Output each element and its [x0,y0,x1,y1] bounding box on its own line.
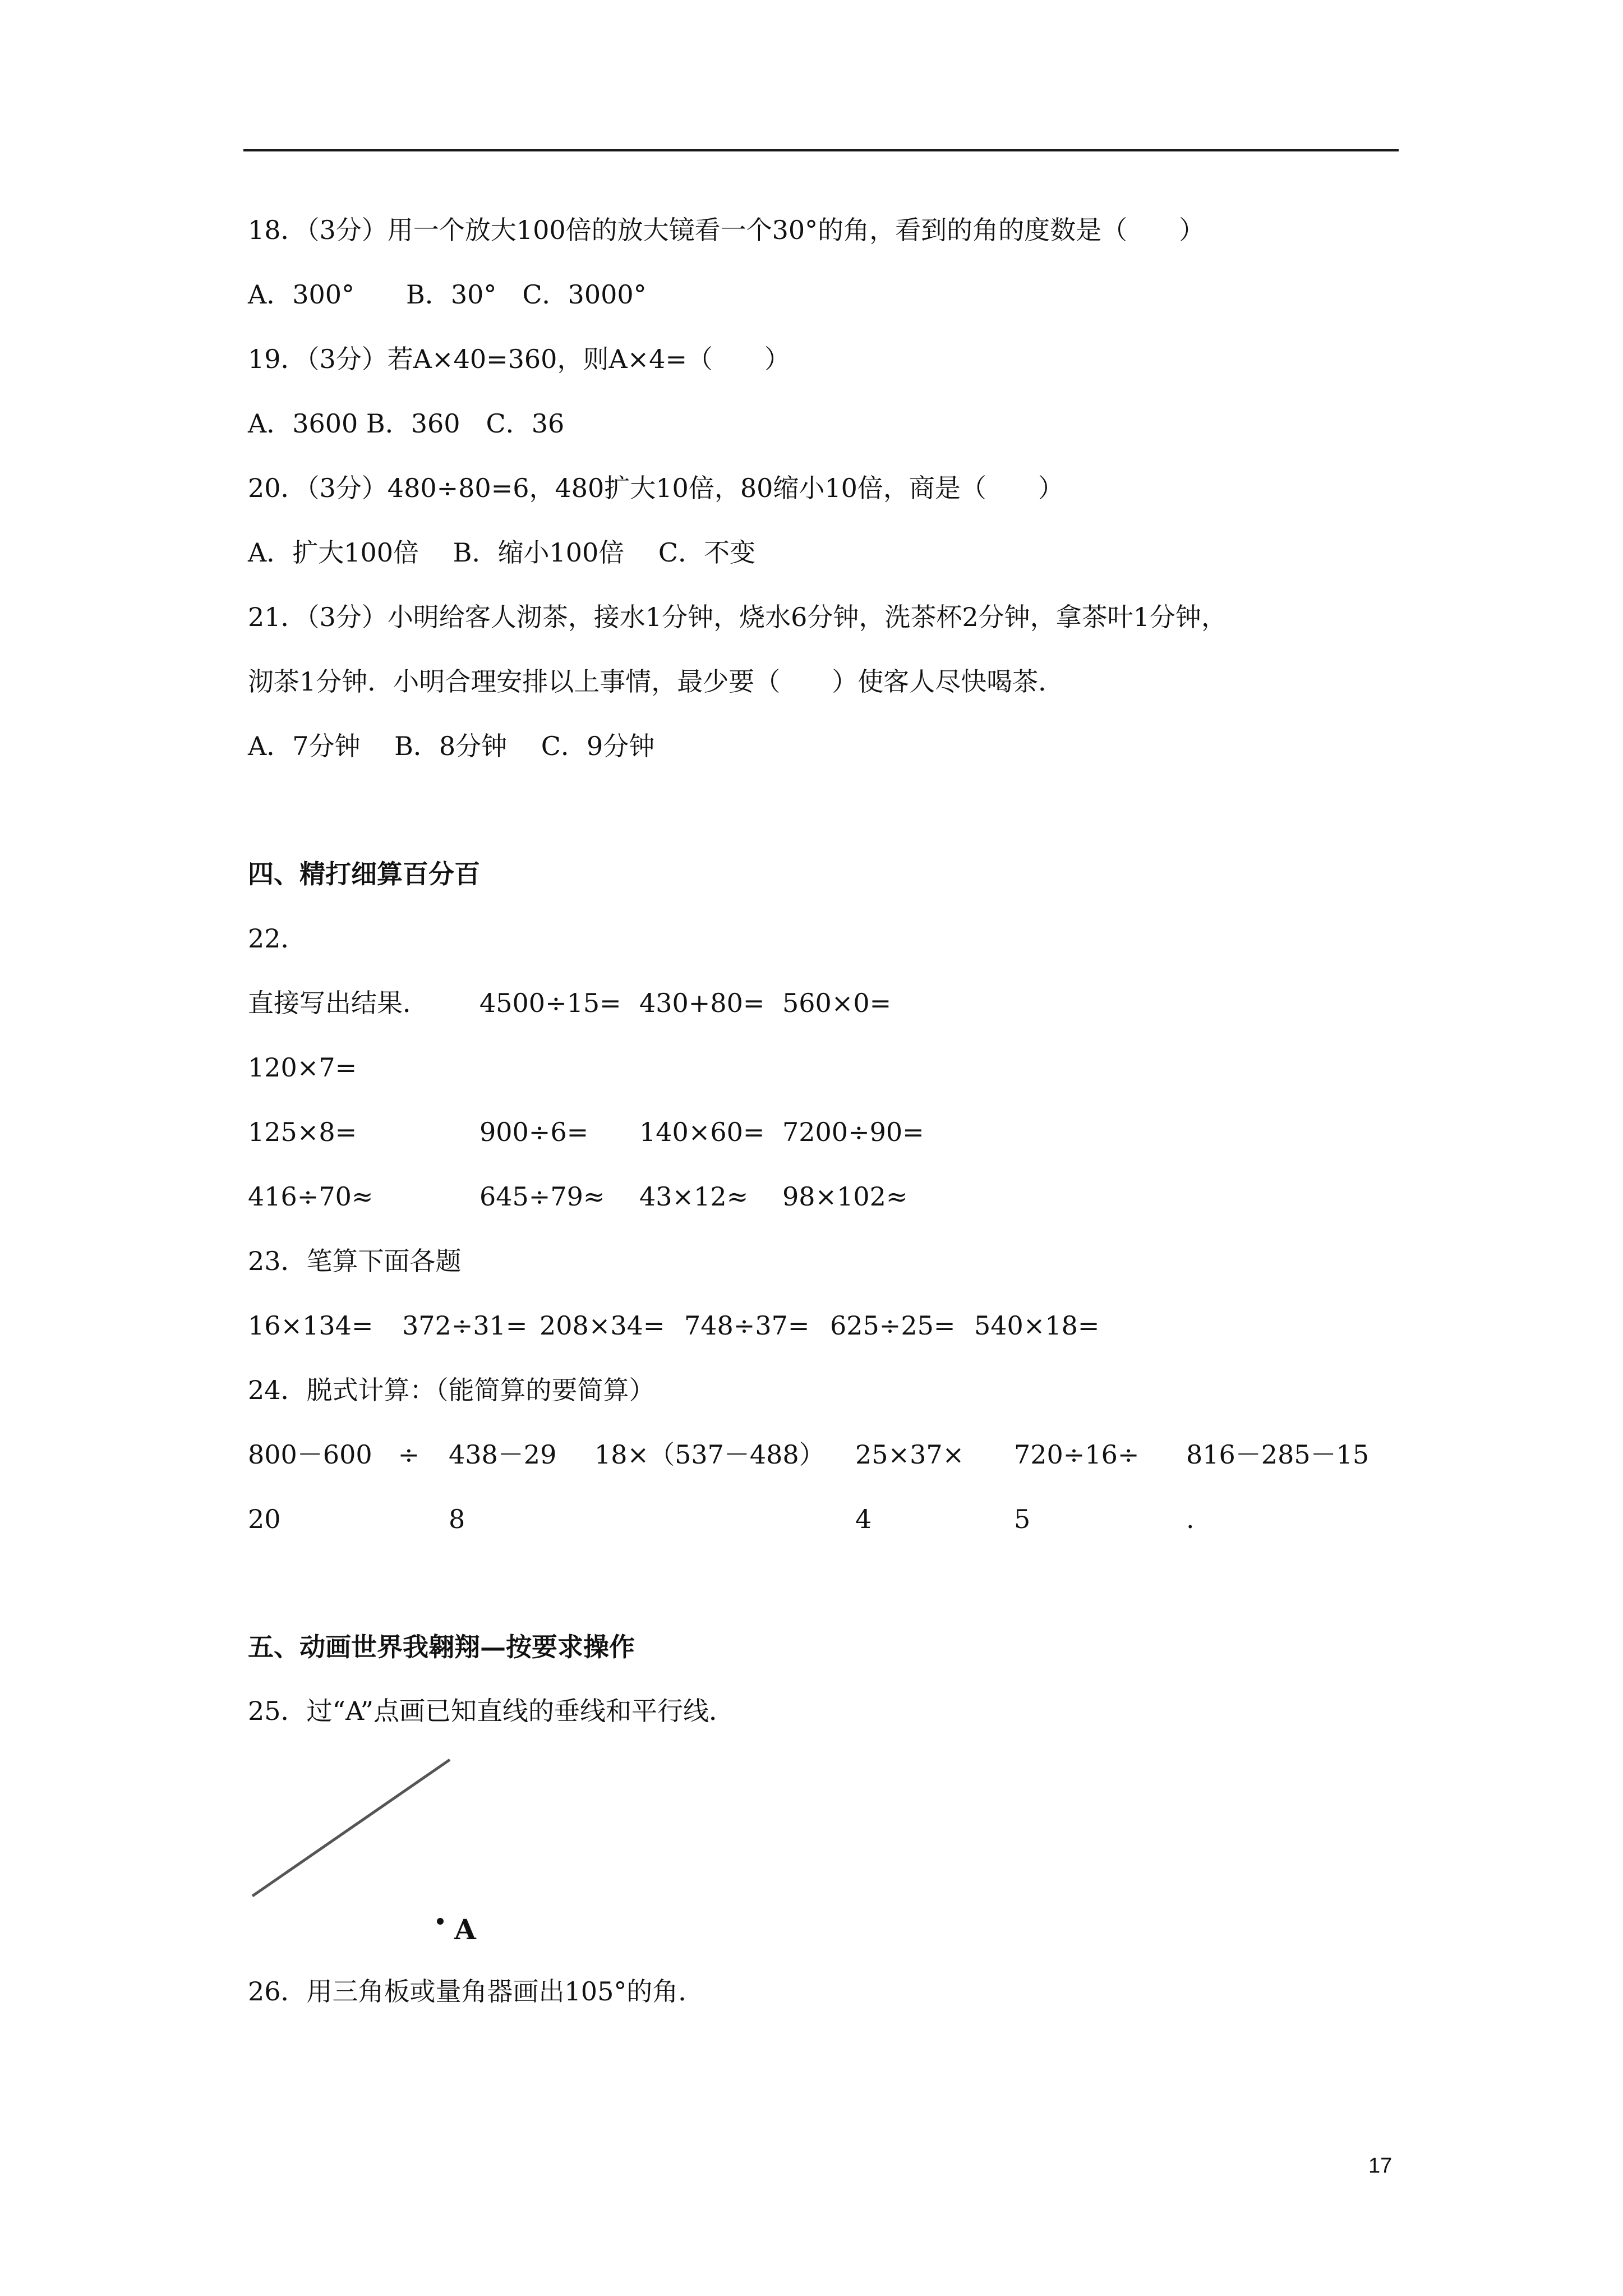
q23-item: 372÷31= [402,1310,528,1341]
q24-expression-bottom: . [1186,1504,1195,1534]
q24-expression-top: 438－29 [449,1439,557,1470]
q24-expression-top: 800－600 ÷ [248,1439,420,1470]
q24-expression-bottom: 5 [1014,1504,1031,1534]
q24-expression-bottom: 4 [855,1504,872,1534]
q24-expression-top: 720÷16÷ [1014,1439,1140,1470]
q23-item: 625÷25= [830,1310,956,1341]
q21-stem-line1: 21．（3分）小明给客人沏茶，接水1分钟，烧水6分钟，洗茶杯2分钟，拿茶叶1分钟， [248,602,1227,632]
q22-item: 416÷70≈ [248,1181,374,1212]
q23-title: 23．笔算下面各题 [248,1246,462,1276]
q19-options: A．3600 B．360 C．36 [248,408,565,439]
q18-options: A．300° B．30° C．3000° [248,279,647,310]
q22-item: 560×0= [782,988,892,1018]
given-line [252,1760,450,1896]
q23-item: 540×18= [974,1310,1100,1341]
q24-expression-bottom: 20 [248,1504,281,1534]
q23-item: 16×134= [248,1310,374,1341]
q24-expression-bottom: 8 [449,1504,465,1534]
q19-stem: 19．（3分）若A×40=360，则A×4=（ ） [248,344,791,374]
q24-expression-top: 816－285－15 [1186,1439,1370,1470]
q24-title: 24．脱式计算：（能简算的要简算） [248,1375,655,1405]
header-rule [243,149,1399,151]
q20-options: A．扩大100倍 B．缩小100倍 C．不变 [248,537,756,568]
section5-heading: 五、动画世界我翱翔—按要求操作 [248,1632,635,1662]
q22-item: 430+80= [639,988,765,1018]
q18-stem: 18．（3分）用一个放大100倍的放大镜看一个30°的角，看到的角的度数是（ ） [248,215,1205,245]
section4-heading: 四、精打细算百分百 [248,859,480,889]
q26-stem: 26．用三角板或量角器画出105°的角． [248,1976,704,2007]
q22-item: 125×8= [248,1117,357,1147]
q21-stem-line2: 沏茶1分钟．小明合理安排以上事情，最少要（ ）使客人尽快喝茶． [248,666,1064,697]
q22-intro: 直接写出结果． [248,988,428,1018]
q20-stem: 20．（3分）480÷80=6，480扩大10倍，80缩小10倍，商是（ ） [248,473,1064,503]
q22-number: 22． [248,923,307,954]
q24-expression-top: 18×（537－488） [594,1439,825,1470]
q22-item: 900÷6= [479,1117,589,1147]
q22-item: 140×60= [639,1117,765,1147]
q23-item: 748÷37= [684,1310,810,1341]
point-a [437,1918,444,1925]
q22-item: 7200÷90= [782,1117,924,1147]
q22-item: 645÷79≈ [479,1181,605,1212]
q22-item: 4500÷15= [479,988,621,1018]
q23-item: 208×34= [540,1310,665,1341]
q25-stem: 25．过“A”点画已知直线的垂线和平行线． [248,1696,735,1726]
q22-item: 43×12≈ [639,1181,749,1212]
q22-item: 98×102≈ [782,1181,908,1212]
q22-item: 120×7= [248,1052,357,1083]
page-number: 17 [1368,2154,1393,2178]
q21-options: A．7分钟 B．8分钟 C．9分钟 [248,731,655,761]
point-a-label: A [454,1913,476,1946]
q24-expression-top: 25×37× [855,1439,965,1470]
